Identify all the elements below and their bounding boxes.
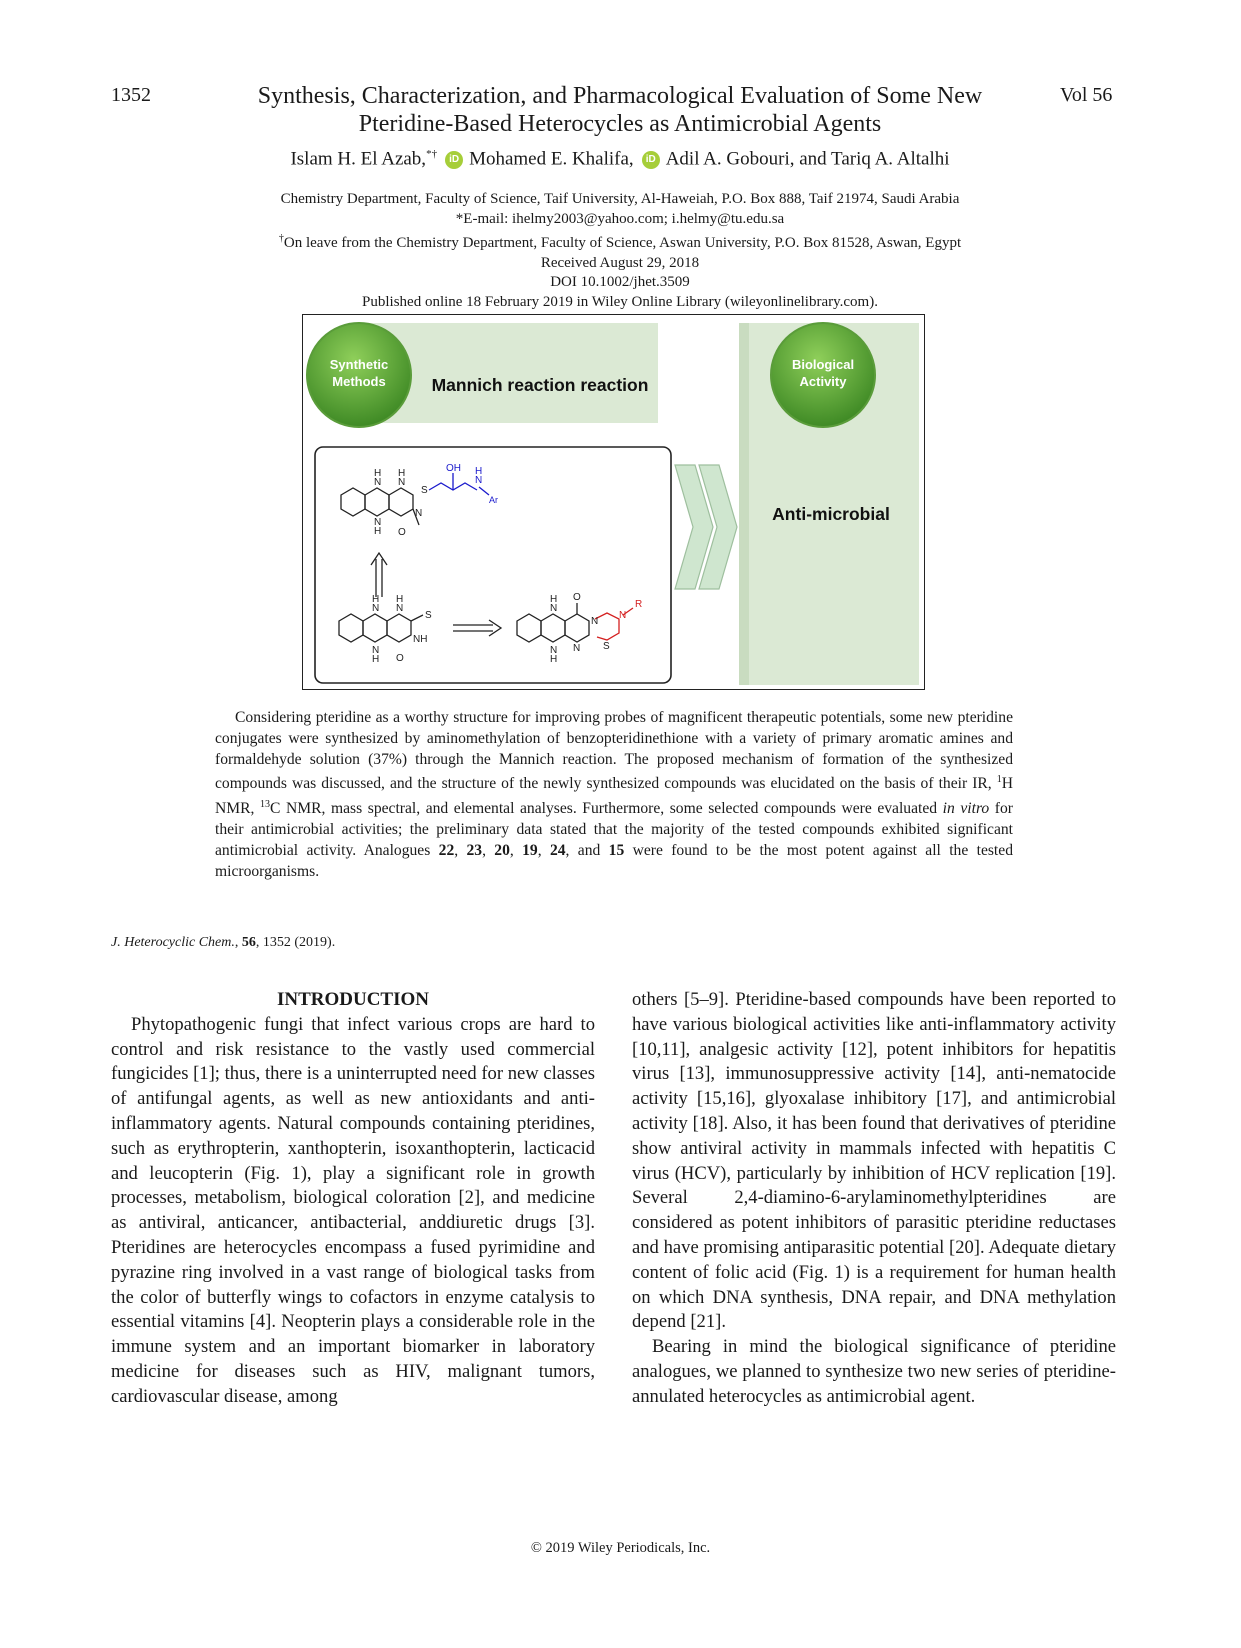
orcid-icon[interactable]: iD	[445, 151, 463, 169]
atom-n: N	[372, 645, 380, 656]
email-line[interactable]: *E-mail: ihelmy2003@yahoo.com; i.helmy@tu.edu.sa	[455, 210, 785, 227]
author-1-marks: *†	[426, 148, 438, 160]
right-column	[632, 988, 1116, 1410]
atom-n: N	[396, 603, 404, 614]
author-1: Islam H. El Azab,	[290, 148, 427, 170]
atom-ar: Ar	[489, 495, 498, 505]
atom-n: N	[415, 508, 423, 519]
panel-edge	[739, 323, 749, 685]
copyright-footer: © 2019 Wiley Periodicals, Inc.	[530, 1540, 711, 1556]
atom-h: H	[374, 526, 382, 537]
atom-nh: NH	[413, 634, 428, 645]
atom-n: N	[550, 645, 558, 656]
graphical-abstract	[302, 314, 925, 690]
author-3: Adil A. Gobouri, and Tariq A. Altalhi	[665, 148, 950, 170]
title-line-1: Synthesis, Characterization, and Pharmacological Evaluation of Some New	[257, 83, 983, 109]
orcid-icon[interactable]: iD	[642, 151, 660, 169]
published-line: Published online 18 February 2019 in Wiley Online Library (wileyonlinelibrary.com).	[362, 293, 878, 310]
page-number: 1352	[111, 84, 151, 106]
atom-s: S	[425, 610, 432, 621]
journal-citation: J. Heterocyclic Chem., 56, 1352 (2019).	[111, 935, 336, 950]
atom-h: H	[475, 466, 483, 477]
intro-paragraph: Phytopathogenic fungi that infect various crops are hard to control and risk resistance to the vastly used commercial fungicides [1]; thus, there is a uninterrupted need for new classes of antifungal agents, as well as new antioxidants and anti-inflammatory agents. Natural compounds containing pteridines, such as erythropterin, xanthopterin, isoxanthopterin, lacticacid and leucopterin (Fig. 1), play a significant role in growth processes, metabolism, biological coloration [2], and medicine as antiviral, anticancer, antibacterial, anddiuretic drugs [3]. Pteridines are heterocycles encompass a fused pyrimidine and pyrazine ring involved in a vast range of biological tasks from the color of butterfly wings to cofactors in enzyme catalysis to essential vitamins [4]. Neopterin plays a considerable role in the immune system and an important biomarker in laboratory medicine for diseases such as HIV, malignant tumors, cardiovascular disease, among	[111, 1013, 595, 1407]
atom-h: H	[396, 594, 404, 605]
atom-h: H	[372, 654, 380, 665]
atom-r: R	[635, 599, 643, 610]
atom-n: N	[573, 643, 581, 654]
dagger-mark: †	[278, 233, 284, 244]
intro-paragraph: others [5–9]. Pteridine-based compounds have been reported to have various biological activities like anti-inflammatory activity [10,11], analgesic activity [12], potent inhibitors for hepatitis virus [13], immunosuppressive activity [14], anti-nematocide activity [15,16], glyoxalase inhibitory [17], and antimicrobial activity [18]. Also, it has been found that derivatives of pteridine show antiviral activity in mammals infected with hepatitis C virus (HCV), particularly by inhibition of HCV replication [19]. Several 2,4-diamino-6-arylaminomethylpteridines are considered as potent inhibitors of parasitic pteridine reductases and have promising antiparasitic potential [20]. Adequate dietary content of folic acid (Fig. 1) is a requirement for human health on which DNA synthesis, DNA repair, and DNA methylation depend [21].	[632, 989, 1116, 1333]
received-date: Received August 29, 2018	[540, 254, 700, 271]
affiliation-line: Chemistry Department, Faculty of Science, Taif University, Al-Haweiah, P.O. Box 888, Taif 21974, Saudi Arabia	[280, 191, 960, 207]
atom-s: S	[421, 485, 428, 496]
atom-n: N	[475, 475, 483, 486]
affiliation-block	[200, 190, 1040, 312]
author-2: Mohamed E. Khalifa,	[469, 148, 634, 170]
left-column	[111, 988, 595, 1410]
atom-h: H	[398, 468, 406, 479]
atom-n: N	[550, 603, 558, 614]
doi-line[interactable]: DOI 10.1002/jhet.3509	[550, 274, 690, 290]
atom-s: S	[603, 641, 610, 652]
atom-n: N	[374, 477, 382, 488]
graphical-abstract-svg	[303, 315, 925, 690]
atom-h: H	[550, 594, 558, 605]
author-list	[200, 148, 1040, 170]
abstract: Considering pteridine as a worthy structure for improving probes of magnificent therapeutic potentials, some new pteridine conjugates were synthesized by aminomethylation of benzopteridinethione with a variety of primary aromatic amines and formaldehyde solution (37%) through the Mannich reaction. The proposed mechanism of formation of the synthesized compounds was discussed, and the structure of the newly synthesized compounds was elucidated on the basis of their IR, $^1$H NMR, $^{13}$C NMR, mass spectral, and elemental analyses. Furthermore, some selected compounds were evaluated in vitro for their antimicrobial activities; the preliminary data stated that the majority of the tested compounds exhibited significant antimicrobial activity. Analogues 22, 23, 20, 19, 24, and 15 were found to be the most potent against all the tested microorganisms.	[215, 709, 1013, 880]
banner-text: Mannich reaction reaction	[431, 375, 649, 395]
article-title	[200, 82, 1040, 138]
atom-o: O	[396, 653, 404, 664]
volume-label: Vol 56	[1060, 84, 1113, 106]
badge-right-line2: Activity	[799, 374, 847, 389]
atom-o: O	[573, 592, 581, 603]
badge-right-line1: Biological	[791, 357, 855, 372]
atom-oh: OH	[446, 463, 461, 474]
title-line-2: Pteridine-Based Heterocycles as Antimicrobial Agents	[358, 111, 882, 137]
atom-h: H	[550, 654, 558, 665]
atom-n: N	[591, 616, 599, 627]
atom-h: H	[372, 594, 380, 605]
affiliation-line: †On leave from the Chemistry Department, Faculty of Science, Aswan University, P.O. Box 81528, Aswan, Egypt	[278, 233, 962, 251]
atom-n: N	[619, 610, 627, 621]
atom-n: N	[372, 603, 380, 614]
badge-left-line1: Synthetic	[329, 357, 389, 372]
anti-microbial-label: Anti-microbial	[772, 504, 890, 524]
intro-paragraph: Bearing in mind the biological significance of pteridine analogues, we planned to synthesize two new series of pteridine-annulated heterocycles as antimicrobial agent.	[632, 1336, 1116, 1407]
badge-left-line2: Methods	[332, 374, 386, 389]
atom-h: H	[374, 468, 382, 479]
scheme-box	[315, 447, 671, 683]
atom-n: N	[374, 517, 382, 528]
atom-o: O	[398, 527, 406, 538]
introduction-heading: INTRODUCTION	[276, 989, 430, 1010]
atom-n: N	[398, 477, 406, 488]
